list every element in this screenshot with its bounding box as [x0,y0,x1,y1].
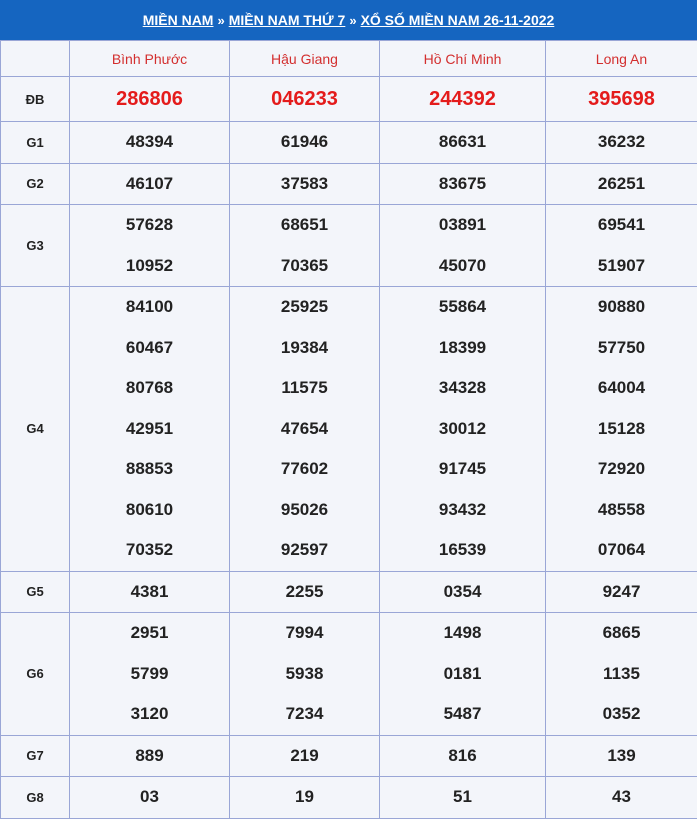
results-table [0,40,697,819]
prize-number: 46107 [70,164,229,205]
prize-number: 93432 [380,490,545,531]
prize-result-cell [230,613,380,736]
prize-result-cell [230,287,380,572]
prize-label: G8 [1,777,70,819]
prize-number: 77602 [230,449,379,490]
prize-result-cell [70,205,230,287]
prize-label: G7 [1,735,70,777]
prize-result-cell [380,735,546,777]
prize-result-cell [70,571,230,613]
prize-number: 84100 [70,287,229,328]
breadcrumb-link-result[interactable]: XỔ SỐ MIỀN NAM 26-11-2022 [361,12,555,28]
prize-label: G6 [1,613,70,736]
prize-result-cell [70,777,230,819]
prize-number: 1135 [546,654,697,695]
prize-number: 37583 [230,164,379,205]
prize-number: 57750 [546,328,697,369]
prize-number: 80768 [70,368,229,409]
prize-number: 2255 [230,572,379,613]
prize-row [1,735,697,777]
prize-result-cell [70,77,230,122]
prize-result-cell [230,571,380,613]
prize-result-cell [380,122,546,164]
prize-result-cell [380,777,546,819]
prize-number: 51907 [546,246,697,287]
prize-result-cell [546,77,697,122]
province-name: Hồ Chí Minh [380,41,546,77]
prize-number: 43 [546,777,697,818]
prize-number: 25925 [230,287,379,328]
prize-result-cell [230,735,380,777]
prize-result-cell [380,77,546,122]
prize-number: 70352 [70,530,229,571]
prize-number: 72920 [546,449,697,490]
prize-result-cell [380,163,546,205]
prize-number: 61946 [230,122,379,163]
prize-result-cell [546,122,697,164]
prize-number: 57628 [70,205,229,246]
prize-number: 5938 [230,654,379,695]
prize-number: 10952 [70,246,229,287]
province-name: Long An [546,41,697,77]
prize-result-cell [70,613,230,736]
prize-number: 36232 [546,122,697,163]
prize-label: ĐB [1,77,70,122]
prize-number: 0352 [546,694,697,735]
prize-number: 90880 [546,287,697,328]
prize-number: 07064 [546,530,697,571]
prize-number: 51 [380,777,545,818]
prize-number: 4381 [70,572,229,613]
prize-number: 91745 [380,449,545,490]
prize-result-cell [546,571,697,613]
province-name: Hậu Giang [230,41,380,77]
breadcrumb [0,0,697,40]
prize-number: 95026 [230,490,379,531]
prize-number: 64004 [546,368,697,409]
prize-number: 86631 [380,122,545,163]
prize-number: 03891 [380,205,545,246]
prize-label: G4 [1,287,70,572]
prize-number: 889 [70,736,229,777]
corner-cell [1,41,70,77]
prize-number: 26251 [546,164,697,205]
prize-number: 88853 [70,449,229,490]
prize-number: 60467 [70,328,229,369]
prize-number: 45070 [380,246,545,287]
prize-number: 0354 [380,572,545,613]
prize-number: 219 [230,736,379,777]
prize-result-cell [546,287,697,572]
prize-result-cell [380,205,546,287]
prize-number: 48394 [70,122,229,163]
prize-result-cell [546,205,697,287]
prize-result-cell [546,613,697,736]
prize-number: 19 [230,777,379,818]
prize-result-cell [230,777,380,819]
prize-label: G1 [1,122,70,164]
prize-result-cell [546,163,697,205]
prize-row [1,77,697,122]
prize-result-cell [70,735,230,777]
prize-row [1,205,697,287]
prize-number: 19384 [230,328,379,369]
province-header-row [1,41,697,77]
special-prize-number: 286806 [70,77,229,121]
prize-number: 5487 [380,694,545,735]
prize-number: 816 [380,736,545,777]
prize-row [1,287,697,572]
prize-number: 48558 [546,490,697,531]
prize-number: 11575 [230,368,379,409]
prize-number: 139 [546,736,697,777]
prize-row [1,571,697,613]
prize-result-cell [380,287,546,572]
prize-number: 2951 [70,613,229,654]
prize-result-cell [230,163,380,205]
prize-number: 70365 [230,246,379,287]
prize-row [1,122,697,164]
prize-number: 6865 [546,613,697,654]
prize-result-cell [230,205,380,287]
special-prize-number: 244392 [380,77,545,121]
prize-result-cell [70,122,230,164]
prize-number: 15128 [546,409,697,450]
prize-number: 83675 [380,164,545,205]
prize-number: 69541 [546,205,697,246]
prize-result-cell [380,613,546,736]
prize-result-cell [70,287,230,572]
prize-result-cell [546,735,697,777]
prize-number: 30012 [380,409,545,450]
prize-label: G2 [1,163,70,205]
prize-number: 47654 [230,409,379,450]
breadcrumb-separator-icon: » [217,13,224,28]
prize-number: 3120 [70,694,229,735]
prize-label: G5 [1,571,70,613]
prize-number: 68651 [230,205,379,246]
prize-row [1,613,697,736]
results-table-body [1,41,697,819]
prize-number: 92597 [230,530,379,571]
prize-number: 55864 [380,287,545,328]
prize-number: 18399 [380,328,545,369]
prize-number: 80610 [70,490,229,531]
prize-number: 34328 [380,368,545,409]
prize-row [1,777,697,819]
prize-result-cell [230,122,380,164]
breadcrumb-separator-icon: » [349,13,356,28]
prize-number: 9247 [546,572,697,613]
prize-row [1,163,697,205]
prize-number: 16539 [380,530,545,571]
prize-number: 1498 [380,613,545,654]
prize-number: 7234 [230,694,379,735]
prize-result-cell [230,77,380,122]
breadcrumb-link-region[interactable]: MIỀN NAM [143,12,214,28]
prize-number: 03 [70,777,229,818]
prize-number: 5799 [70,654,229,695]
prize-result-cell [70,163,230,205]
prize-result-cell [546,777,697,819]
breadcrumb-link-day[interactable]: MIỀN NAM THỨ 7 [229,12,346,28]
prize-number: 0181 [380,654,545,695]
prize-number: 7994 [230,613,379,654]
prize-number: 42951 [70,409,229,450]
prize-label: G3 [1,205,70,287]
special-prize-number: 395698 [546,77,697,121]
prize-result-cell [380,571,546,613]
special-prize-number: 046233 [230,77,379,121]
province-name: Bình Phước [70,41,230,77]
